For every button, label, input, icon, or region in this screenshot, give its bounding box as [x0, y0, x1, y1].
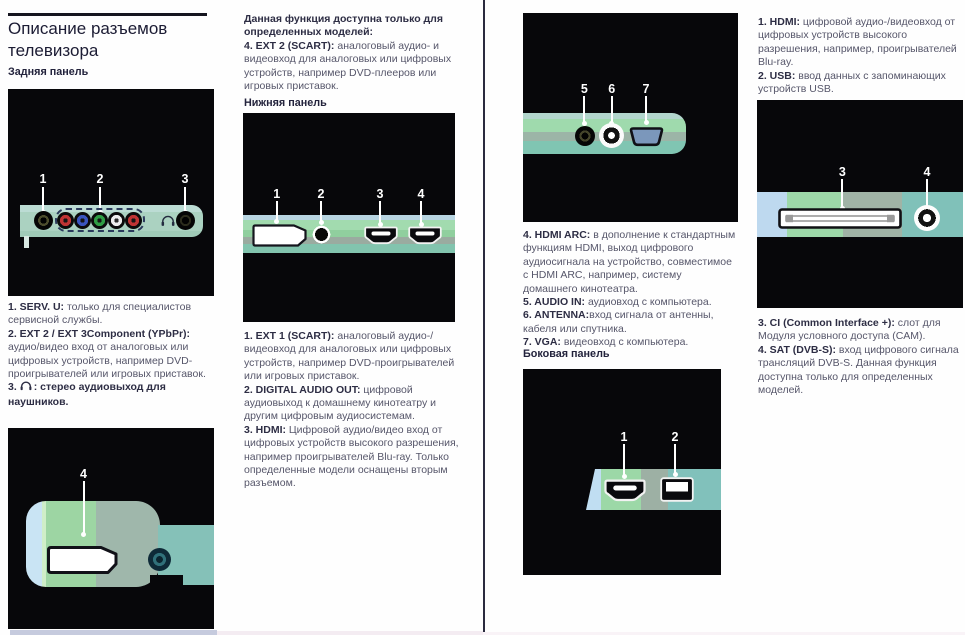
figure-side-panel — [523, 369, 721, 575]
connector-desc: вход сигнала от антенны, кабеля или спутника. — [523, 309, 714, 335]
connector-label: 6. ANTENNA: — [523, 309, 590, 322]
headphones-icon — [161, 214, 175, 232]
connector-label: 1. HDMI: — [758, 16, 800, 28]
hdmi-port-1 — [364, 226, 398, 250]
connector-desc: цифровой аудио-/видеовход от цифровых устройств высокого разрешения, например, проигрывателей Blu-ray. — [758, 16, 957, 69]
callout-number: 3 — [376, 187, 384, 201]
headphones-icon — [20, 381, 32, 395]
callout-line — [379, 201, 381, 224]
col2-text — [244, 330, 459, 491]
col3-text — [523, 229, 739, 350]
callout-number: 2 — [317, 187, 325, 201]
callout-line — [583, 96, 585, 124]
callout-line — [623, 444, 625, 477]
connector-item — [244, 330, 459, 384]
component-jack-red — [57, 212, 74, 229]
connector-item — [758, 16, 963, 70]
connector-label: 3. CI (Common Interface +): — [758, 317, 895, 329]
connector-desc: только для специалистов сервисной службы. — [8, 301, 192, 327]
connector-desc: ввод данных с запоминающих устройств USB. — [758, 69, 946, 96]
callout-number: 6 — [608, 82, 616, 96]
connector-desc: аналоговый аудио-/видеовход для аналоговых или цифровых устройств, например DVD-проигрывателей или игровых приставок. — [244, 330, 455, 383]
component-jack-blue — [74, 212, 91, 229]
connector-label: 4. SAT (DVB-S): — [758, 343, 836, 356]
callout-number: 5 — [580, 82, 588, 96]
connector-desc: видеовход с компьютера. — [560, 336, 689, 349]
callout-line — [83, 481, 85, 535]
connector-label: 3. HDMI: — [244, 423, 286, 436]
callout-number: 3 — [838, 165, 846, 179]
section-bottom-panel: Нижняя панель — [244, 97, 327, 109]
connector-item — [244, 424, 459, 491]
connector-item — [244, 384, 459, 424]
connector-item — [8, 328, 222, 382]
models-note: Данная функция доступна только для определенных моделей: — [244, 13, 443, 39]
callout-line — [611, 96, 613, 124]
section-side-panel: Боковая панель — [523, 348, 610, 360]
connector-desc: цифровой аудиовыход к домашнему кинотеатру и другим цифровым аудиосистемам. — [244, 383, 437, 423]
connector-desc: аудиовход с компьютера. — [585, 296, 712, 309]
connector-desc: в дополнение к стандартным функциям HDMI, выход цифрового аудиосигнала на устройство, совместимое с HDMI ARC, например, систему домашнего кинотеатра. — [523, 229, 736, 295]
callout-number: 4 — [417, 187, 425, 201]
antenna-connector — [148, 548, 171, 571]
scart-connector — [46, 545, 120, 580]
callout-number: 1 — [39, 172, 47, 186]
ci-slot — [778, 208, 902, 234]
callout-number: 2 — [96, 172, 104, 186]
connector-label: 1. EXT 1 (SCART): — [244, 330, 335, 342]
title-rule — [8, 13, 207, 16]
callout-number: 2 — [671, 430, 679, 444]
callout-line — [320, 201, 322, 222]
page-title: Описание разъемов телевизора — [8, 19, 168, 60]
figure-right-side — [523, 13, 738, 222]
figure-bottom-panel — [243, 113, 455, 322]
callout-number: 7 — [642, 82, 650, 96]
connector-item — [523, 229, 739, 296]
connector-label: 2. USB: — [758, 69, 796, 82]
callout-number: 1 — [620, 430, 628, 444]
col4-bottom-text — [758, 317, 963, 397]
connector-label: 4. EXT 2 (SCART): — [244, 39, 335, 52]
page-divider — [483, 0, 485, 635]
connector-item — [523, 309, 739, 336]
connector-desc: Цифровой аудио/видео вход от цифровых устройств высокого разрешения, например проигрывателей Blu-ray. Только определенные модели оснащены вторым разъемом. — [244, 423, 459, 490]
callout-number: 4 — [80, 467, 87, 481]
callout-dot — [81, 532, 86, 537]
serv-u-jack — [34, 211, 53, 230]
callout-line — [420, 201, 422, 224]
connector-item — [8, 301, 222, 328]
component-jack-white — [108, 212, 125, 229]
callout-number: 3 — [181, 172, 189, 186]
connector-desc: аудио/видео вход от аналоговых или цифровых устройств, например DVD-проигрывателей или игровых приставок. — [8, 341, 206, 381]
connector-item — [8, 381, 222, 409]
connector-item — [523, 296, 739, 309]
figure-back-panel — [8, 89, 214, 296]
connector-desc: слот для Модуля условного доступа (CAM). — [758, 317, 941, 343]
col2-top-text — [244, 13, 459, 93]
connector-label: 3. — [8, 381, 17, 394]
connector-label: 7. VGA: — [523, 336, 561, 349]
callout-line — [674, 444, 676, 475]
usb-port — [660, 477, 694, 507]
connector-item — [244, 40, 459, 94]
col4-top-text — [758, 16, 963, 96]
audio-in-jack — [575, 126, 595, 146]
component-jack-green — [91, 212, 108, 229]
bottom-strip-pink — [217, 631, 483, 635]
hdmi-port-2 — [408, 226, 442, 250]
component-jack-red2 — [125, 212, 142, 229]
connector-item — [758, 317, 963, 344]
col1-text — [8, 301, 222, 409]
connector-label: 1. SERV. U: — [8, 301, 65, 313]
callout-line — [645, 96, 647, 122]
callout-number: 4 — [923, 165, 931, 179]
headphone-jack — [176, 211, 195, 230]
connector-label: 5. AUDIO IN: — [523, 296, 586, 309]
ext1-scart-connector — [252, 223, 308, 253]
callout-dot — [644, 120, 649, 125]
connector-item — [758, 344, 963, 398]
side-hdmi-port — [604, 478, 646, 508]
figure-ci-sat — [757, 100, 963, 308]
bottom-strip-blue — [10, 630, 217, 635]
digital-audio-out-jack — [310, 223, 333, 246]
connector-label: 2. EXT 2 / EXT 3Component (YPbPr): — [8, 327, 191, 340]
panel-tab — [24, 236, 29, 248]
callout-number: 1 — [273, 187, 281, 201]
vga-port — [628, 126, 665, 152]
connector-desc: вход цифрового сигнала трансляций DVB-S. Данная функция доступна только для определенных моделей. — [758, 343, 959, 397]
callout-line — [841, 179, 843, 209]
antenna-rca-jack — [599, 123, 624, 148]
figure-back-bottom — [8, 428, 214, 629]
sat-connector — [914, 205, 940, 231]
connector-label: 4. HDMI ARC: — [523, 229, 591, 241]
connector-label: 2. DIGITAL AUDIO OUT: — [244, 383, 361, 396]
panel-notch — [150, 575, 183, 588]
section-back-panel: Задняя панель — [8, 66, 89, 78]
connector-desc: : стерео аудиовыход для наушников. — [8, 381, 166, 408]
connector-item — [758, 70, 963, 97]
connector-desc: аналоговый аудио- и видеовход для аналоговых или цифровых устройств, например DVD-плееров или игровых приставок. — [244, 39, 452, 93]
